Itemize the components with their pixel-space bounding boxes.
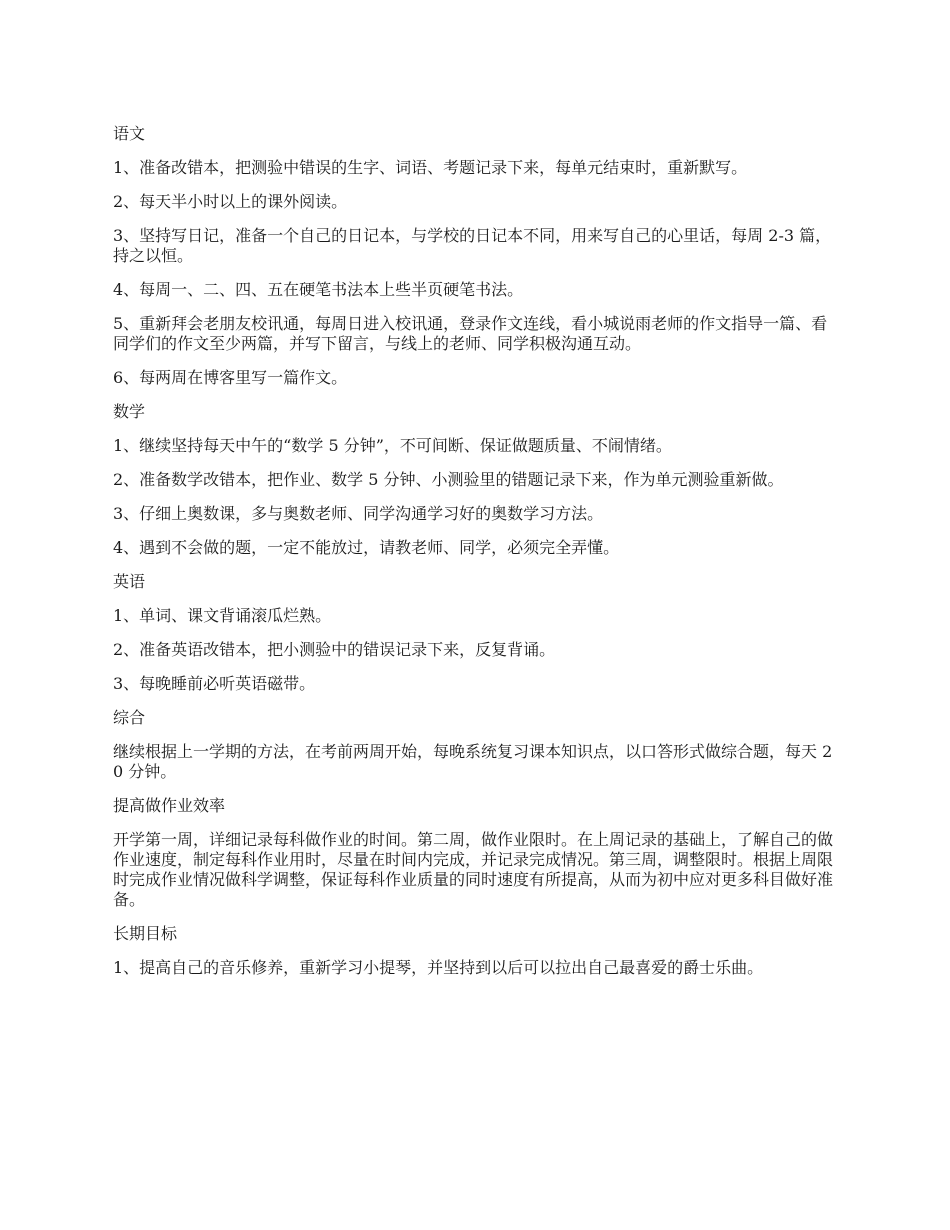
section-heading-efficiency: 提高做作业效率: [113, 796, 226, 815]
chinese-item-4: 4、每周一、二、四、五在硬笔书法本上些半页硬笔书法。: [113, 280, 524, 299]
chinese-item-1: 1、准备改错本，把测验中错误的生字、词语、考题记录下来，每单元结束时，重新默写。: [113, 158, 748, 177]
efficiency-text: 开学第一周，详细记录每科做作业的时间。第二周，做作业限时。在上周记录的基础上，了解自己的做作业速度，制定每科作业用时，尽量在时间内完成，并记录完成情况。第三周，调整限时。根据上周限时完成作业情况做科学调整，保证每科作业质量的同时速度有所提高，从而为初中应对更多科目做好准备。: [113, 830, 834, 909]
math-item-3: 3、仔细上奥数课，多与奥数老师、同学沟通学习好的奥数学习方法。: [113, 504, 604, 523]
english-item-2: 2、准备英语改错本，把小测验中的错误记录下来，反复背诵。: [113, 640, 556, 659]
math-item-4: 4、遇到不会做的题，一定不能放过，请教老师、同学，必须完全弄懂。: [113, 538, 620, 557]
long-term-item-1: 1、提高自己的音乐修养，重新学习小提琴，并坚持到以后可以拉出自己最喜爱的爵士乐曲。: [113, 958, 764, 977]
english-item-1: 1、单词、课文背诵滚瓜烂熟。: [113, 606, 332, 625]
english-item-3: 3、每晚睡前必听英语磁带。: [113, 674, 316, 693]
section-heading-comprehensive: 综合: [113, 708, 146, 727]
section-heading-long-term: 长期目标: [113, 924, 178, 943]
section-heading-chinese: 语文: [113, 124, 146, 143]
document-body: [113, 124, 840, 992]
math-item-2: 2、准备数学改错本，把作业、数学 5 分钟、小测验里的错题记录下来，作为单元测验重新做。: [113, 470, 784, 489]
chinese-item-3: 3、坚持写日记，准备一个自己的日记本，与学校的日记本不同，用来写自己的心里话，每周 2-3 篇，持之以恒。: [113, 226, 832, 265]
chinese-item-5: 5、重新拜会老朋友校讯通，每周日进入校讯通，登录作文连线，看小城说雨老师的作文指导一篇、看同学们的作文至少两篇，并写下留言，与线上的老师、同学积极沟通互动。: [113, 314, 828, 353]
comprehensive-text: 继续根据上一学期的方法，在考前两周开始，每晚系统复习课本知识点，以口答形式做综合题，每天 20 分钟。: [113, 742, 833, 781]
chinese-item-6: 6、每两周在博客里写一篇作文。: [113, 368, 348, 387]
section-heading-english: 英语: [113, 572, 146, 591]
section-heading-math: 数学: [113, 402, 146, 421]
chinese-item-2: 2、每天半小时以上的课外阅读。: [113, 192, 348, 211]
math-item-1: 1、继续坚持每天中午的“数学 5 分钟”，不可间断、保证做题质量、不闹情绪。: [113, 436, 672, 455]
